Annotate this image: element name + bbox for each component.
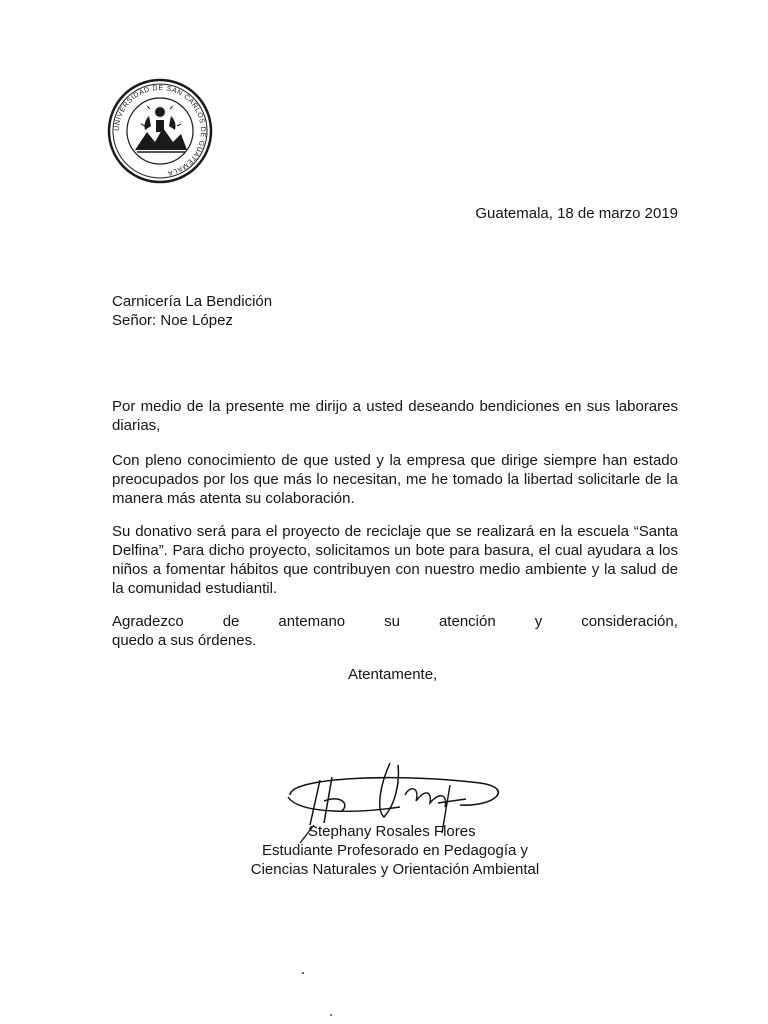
thanks-word: consideración, bbox=[581, 613, 678, 630]
thanks-word: de bbox=[222, 613, 240, 630]
signer-title bbox=[245, 841, 545, 879]
recipient-block bbox=[112, 292, 272, 330]
closing-salutation: Atentamente, bbox=[348, 666, 438, 683]
letter-date: Guatemala, 18 de marzo 2019 bbox=[475, 205, 678, 222]
thanks-line bbox=[112, 612, 678, 631]
scan-speck bbox=[302, 972, 304, 974]
paragraph-request: Su donativo será para el proyecto de reciclaje que se realizará en la escuela “Santa Delfina”. Para dicho proyecto, solicitamos un bote para basura, el cual ayudara a los niños a fomentar hábitos que contribuyen con nuestro medio ambiente y la salud de la comunidad estudiantil. bbox=[112, 523, 678, 597]
signer-title-line-1: Estudiante Profesorado en Pedagogía y bbox=[261, 842, 529, 859]
scan-speck bbox=[330, 1014, 332, 1016]
paragraph-thanks bbox=[112, 612, 678, 650]
signer-title-line-2: Ciencias Naturales y Orientación Ambiental bbox=[250, 861, 540, 878]
thanks-word: antemano bbox=[278, 613, 346, 630]
thanks-word: y bbox=[534, 613, 543, 630]
signer-name: Stephany Rosales Flores bbox=[308, 823, 476, 840]
thanks-word: Agradezco bbox=[112, 613, 184, 630]
paragraph-context: Con pleno conocimiento de que usted y la empresa que dirige siempre han estado preocupados por los que más lo necesitan, me he tomado la libertad solicitarle de la manera más atenta su colaboración. bbox=[112, 452, 678, 507]
thanks-word: atención bbox=[438, 613, 496, 630]
paragraph-greeting: Por medio de la presente me dirijo a usted deseando bendiciones en sus laborares diarias, bbox=[112, 398, 678, 434]
recipient-company: Carnicería La Bendición bbox=[112, 293, 273, 310]
university-seal-icon bbox=[107, 78, 213, 184]
thanks-line-2: quedo a sus órdenes. bbox=[112, 632, 257, 649]
seal-text: UNIVERSIDAD DE SAN CARLOS DE GUATEMALA bbox=[113, 84, 207, 177]
recipient-name: Señor: Noe López bbox=[112, 312, 233, 329]
thanks-word: su bbox=[384, 613, 400, 630]
